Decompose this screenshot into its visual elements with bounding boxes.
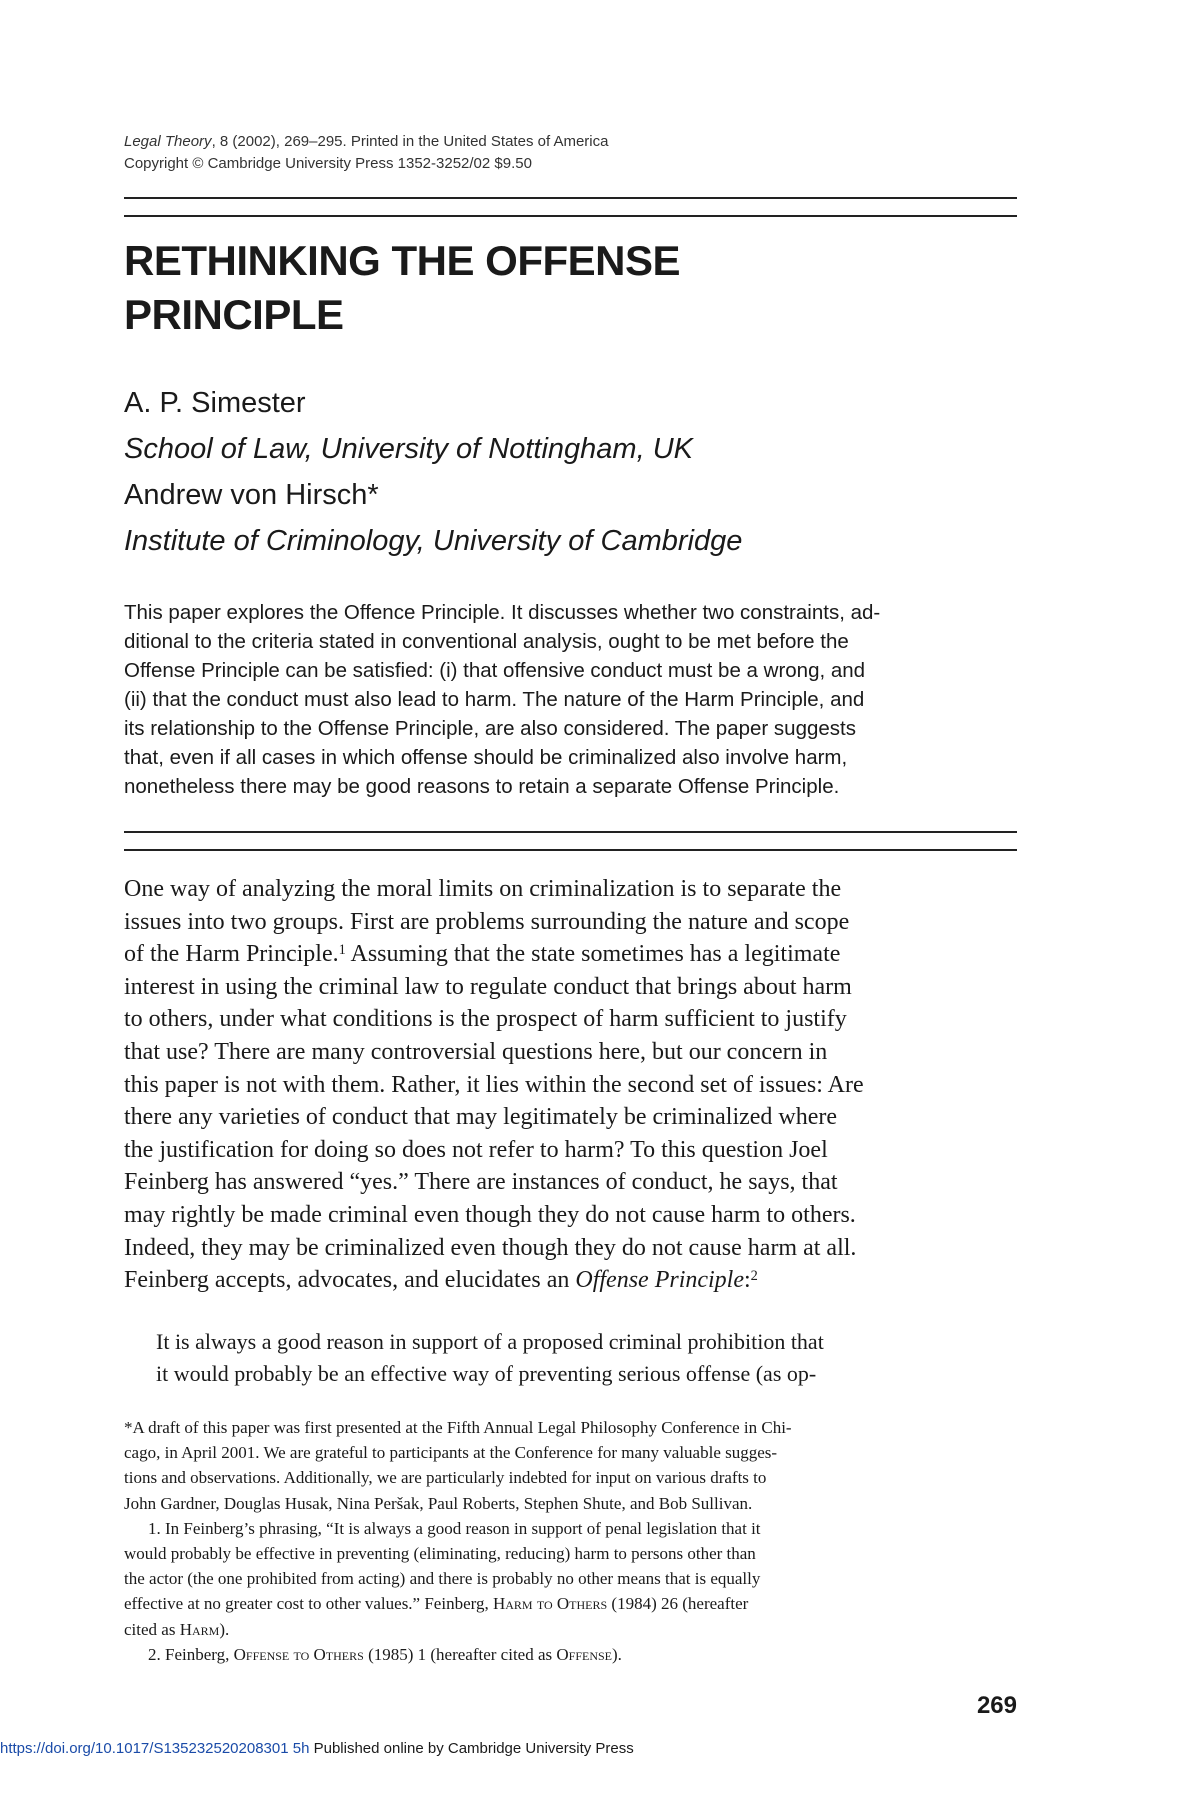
footnote-star-line: cago, in April 2001. We are grateful to participants at the Conference for many valuable sugges-: [124, 1443, 778, 1463]
block-quote: [156, 1326, 986, 1390]
footnote-star-line: tions and observations. Additionally, we are particularly indebted for input on various drafts to: [124, 1468, 767, 1488]
body-line: Indeed, they may be criminalized even though they do not cause harm at all.: [124, 1234, 857, 1261]
top-rule-2: [124, 215, 1017, 217]
journal-header: [124, 131, 1024, 175]
abstract-line: (ii) that the conduct must also lead to harm. The nature of the Harm Principle, and: [124, 688, 865, 711]
footnote-1-line: the actor (the one prohibited from acting) and there is probably no other means that is equally: [124, 1569, 761, 1589]
body-line: to others, under what conditions is the prospect of harm sufficient to justify: [124, 1006, 847, 1033]
body-line: Feinberg accepts, advocates, and elucidates an Offense Principle:$^2$: [124, 1267, 758, 1294]
footnote-2-line: 2. Feinberg, Offense to Others (1985) 1 (hereafter cited as Offense).: [148, 1644, 622, 1664]
quote-line: It is always a good reason in support of a proposed criminal prohibition that: [156, 1329, 824, 1354]
doi-footer: [0, 1740, 634, 1757]
footnote-1-line: cited as Harm).: [124, 1619, 230, 1639]
abstract-line: ditional to the criteria stated in conventional analysis, ought to be met before the: [124, 630, 849, 653]
abstract-rule-2: [124, 849, 1017, 851]
citation-line: [124, 131, 1024, 153]
footnote-ref-1[interactable]: 1: [338, 942, 346, 958]
abstract-rule-1: [124, 831, 1017, 833]
title-line-2: PRINCIPLE: [124, 291, 344, 338]
body-line: the justification for doing so does not refer to harm? To this question Joel: [124, 1136, 828, 1163]
abstract: [124, 598, 1017, 801]
copyright-line: Copyright © Cambridge University Press 1352-3252/02 $9.50: [124, 155, 532, 172]
author-name: Andrew von Hirsch*: [124, 479, 379, 511]
citation-rest: , 8 (2002), 269–295. Printed in the United States of America: [211, 133, 609, 150]
article-title: [124, 234, 1017, 342]
page-number: 269: [976, 1692, 1017, 1719]
abstract-line: This paper explores the Offence Principle. It discusses whether two constraints, ad-: [124, 601, 881, 624]
journal-name: Legal Theory: [124, 133, 212, 150]
title-line-1: RETHINKING THE OFFENSE: [124, 237, 681, 284]
body-text: [124, 873, 1017, 1297]
author-block: [124, 380, 1017, 564]
footnotes: [124, 1415, 1017, 1667]
body-line: One way of analyzing the moral limits on criminalization is to separate the: [124, 876, 842, 902]
author-affiliation: Institute of Criminology, University of Cambridge: [124, 525, 743, 557]
abstract-line: Offense Principle can be satisfied: (i) that offensive conduct must be a wrong, and: [124, 659, 866, 682]
body-line: may rightly be made criminal even though they do not cause harm to others.: [124, 1201, 856, 1228]
body-line: that use? There are many controversial questions here, but our concern in: [124, 1038, 828, 1065]
footnote-ref-2[interactable]: 2: [750, 1267, 758, 1284]
body-line: there any varieties of conduct that may legitimately be criminalized where: [124, 1104, 838, 1131]
body-line: issues into two groups. First are problems surrounding the nature and scope: [124, 908, 850, 935]
top-rule-1: [124, 197, 1017, 199]
footnote-1-line: 1. In Feinberg’s phrasing, “It is always a good reason in support of penal legislation that it: [148, 1518, 761, 1538]
body-line: of the Harm Principle.$^1$ Assuming that the state sometimes has a legitimate: [124, 941, 841, 968]
author-name: A. P. Simester: [124, 387, 306, 419]
quote-line: it would probably be an effective way of preventing serious offense (as op-: [156, 1361, 817, 1386]
body-line: this paper is not with them. Rather, it lies within the second set of issues: Are: [124, 1071, 864, 1098]
abstract-line: that, even if all cases in which offense should be criminalized also involve harm,: [124, 746, 848, 769]
footnote-1-line: effective at no greater cost to other values.” Feinberg, Harm to Others (1984) 26 (hereafter: [124, 1594, 749, 1614]
body-line: Feinberg has answered “yes.” There are instances of conduct, he says, that: [124, 1169, 838, 1196]
footnote-star-line: John Gardner, Douglas Husak, Nina Peršak, Paul Roberts, Stephen Shute, and Bob Sullivan.: [124, 1493, 753, 1513]
abstract-line: nonetheless there may be good reasons to retain a separate Offense Principle.: [124, 775, 840, 798]
publisher-note: Published online by Cambridge University Press: [309, 1740, 634, 1757]
body-line: interest in using the criminal law to regulate conduct that brings about harm: [124, 973, 852, 1000]
doi-link[interactable]: https://doi.org/10.1017/S135232520208301 5h: [0, 1740, 310, 1757]
footnote-1-line: would probably be effective in preventing (eliminating, reducing) harm to persons other than: [124, 1544, 756, 1564]
footnote-star-line: *A draft of this paper was first presented at the Fifth Annual Legal Philosophy Conference in Chi-: [124, 1418, 792, 1437]
author-affiliation: School of Law, University of Nottingham, UK: [124, 433, 693, 465]
abstract-line: its relationship to the Offense Principle, are also considered. The paper suggests: [124, 717, 856, 740]
